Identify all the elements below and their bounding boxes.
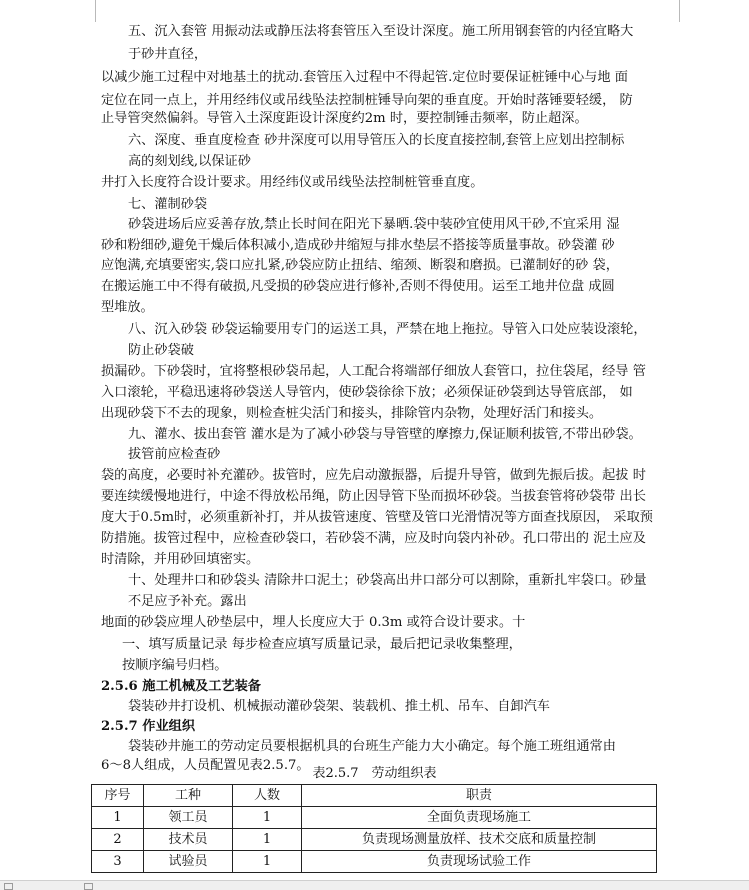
paragraph-line: 出现砂袋下不去的现象，则检查桩尖活门和接头，排除管内杂物，处理好活门和接头。	[101, 406, 603, 421]
paragraph-line: 以减少施工过程中对地基土的扰动.套管压入过程中不得起管.定位时要保证桩锤中心与地 面	[101, 70, 628, 85]
paragraph-line: 拔管前应检查砂	[128, 447, 221, 462]
paragraph-line: 要连续缓慢地进行，中途不得放松吊绳，防止因导管下坠而损坏砂袋。当拔套管将砂袋带 出长	[101, 489, 646, 504]
paragraph-line: 九、灌水、拔出套管 灌水是为了减小砂袋与导管壁的摩擦力,保证顺利拔管,不带出砂袋。	[128, 427, 642, 442]
paragraph-line: 损漏砂。下砂袋时，宜将整根砂袋吊起，人工配合将端部仔细放人套管口，拉住袋尾，经导 管	[101, 364, 646, 379]
cell-count: 1	[233, 807, 302, 829]
table-caption: 表2.5.7 劳动组织表	[312, 766, 437, 781]
table-row	[92, 807, 657, 829]
paragraph-line: 袋装砂井打设机、机械振动灌砂袋架、装载机、推土机、吊车、自卸汽车	[128, 699, 550, 714]
paragraph-line: 型堆放。	[101, 300, 154, 315]
cell-job: 领工员	[144, 807, 233, 829]
paragraph-line: 六、深度、垂直度检查 砂井深度可以用导管压入的长度直接控制,套管上应划出控制标	[128, 133, 625, 148]
paragraph-line: 度大于0.5m时，必须重新补打，并从拔管速度、管壁及管口光滑情况等方面查找原因， 采取预	[101, 510, 653, 525]
paragraph-line: 十、处理井口和砂袋头 清除井口泥土；砂袋高出井口部分可以割除，重新扎牢袋口。砂量	[128, 573, 647, 588]
paragraph-line: 高的刻划线,以保证砂	[128, 154, 251, 169]
table-row	[92, 851, 657, 873]
table-row	[92, 829, 657, 851]
paragraph-line: 在搬运施工中不得有破损,凡受损的砂袋应进行修补,否则不得使用。运至工地井位盘 成圆	[101, 279, 615, 294]
col-header-index: 序号	[92, 785, 144, 807]
paragraph-line: 七、灌制砂袋	[128, 197, 208, 212]
paragraph-line: 按顺序编号归档。	[122, 658, 228, 673]
paragraph-line: 应饱满,充填要密实,袋口应扎紧,砂袋应防止扭结、缩颈、断裂和磨损。已灌制好的砂 袋，	[101, 258, 619, 273]
margin-corner-marker-right	[679, 0, 680, 22]
cell-duty: 负责现场试验工作	[302, 851, 657, 873]
cell-count: 1	[233, 829, 302, 851]
paragraph-line: 八、沉入砂袋 砂袋运输要用专门的运送工具，严禁在地上拖拉。导管入口处应装设滚轮，	[128, 322, 647, 337]
paragraph-line: 袋的高度，必要时补充灌砂。拔管时，应先启动激振器，后提升导管，做到先振后拔。起拔 时	[101, 468, 646, 483]
paragraph-line: 防止砂袋破	[128, 343, 194, 358]
labor-organization-table	[91, 784, 657, 873]
margin-corner-marker-left	[95, 0, 96, 22]
cell-count: 1	[233, 851, 302, 873]
section-heading: 2.5.7 作业组织	[101, 719, 196, 734]
paragraph-line: 防措施。拔管过程中，应检查砂袋口，若砂袋不满，应及时向袋内补砂。孔口带出的 泥土应及	[101, 531, 646, 546]
paragraph-line: 袋装砂井施工的劳动定员要根据机具的台班生产能力大小确定。每个施工班组通常由	[128, 739, 616, 754]
col-header-count: 人数	[233, 785, 302, 807]
paragraph-line: 于砂井直径，	[128, 47, 208, 62]
paragraph-line: 不足应予补充。露出	[128, 594, 247, 609]
paragraph-line: 一、填写质量记录 每步检查应填写质量记录，最后把记录收集整理，	[122, 637, 522, 652]
cell-duty: 全面负责现场施工	[302, 807, 657, 829]
paragraph-line: 止导管突然偏斜。导管入土深度距设计深度约2m 时，要控制锤击频率，防止超深。	[101, 111, 588, 126]
cell-index: 2	[92, 829, 144, 851]
paragraph-line: 入口滚轮，平稳迅速将砂袋送人导管内，使砂袋徐徐下放；必须保证砂袋到达导管底部， 如	[101, 385, 633, 400]
paragraph-line: 定位在同一点上，并用经纬仪或吊线坠法控制桩锤导向架的垂直度。开始时落锤要轻缓， 防	[101, 93, 633, 108]
paragraph-line: 6～8人组成，人员配置见表2.5.7。	[101, 758, 310, 773]
col-header-duty: 职责	[302, 785, 657, 807]
cell-job: 试验员	[144, 851, 233, 873]
paragraph-line: 时清除，并用砂回填密实。	[101, 552, 260, 567]
table-header-row	[92, 785, 657, 807]
cell-duty: 负责现场测量放样、技术交底和质量控制	[302, 829, 657, 851]
paragraph-line: 砂和粉细砂,避免干燥后体积减小,造成砂井缩短与排水垫层不搭接等质量事故。砂袋灌 砂	[101, 238, 615, 253]
paragraph-line: 五、沉入套管 用振动法或静压法将套管压入至设计深度。施工所用钢套管的内径宜略大	[128, 24, 634, 39]
paragraph-line: 砂袋进场后应妥善存放,禁止长时间在阳光下暴晒.袋中装砂宜使用风干砂,不宜采用 湿	[128, 217, 620, 232]
col-header-job: 工种	[144, 785, 233, 807]
cell-job: 技术员	[144, 829, 233, 851]
cell-index: 1	[92, 807, 144, 829]
paragraph-line: 井打入长度符合设计要求。用经纬仪或吊线坠法控制桩管垂直度。	[101, 175, 484, 190]
section-heading: 2.5.6 施工机械及工艺装备	[101, 679, 261, 694]
paragraph-line: 地面的砂袋应埋人砂垫层中，埋人长度应大于 0.3m 或符合设计要求。十	[101, 615, 526, 630]
cell-index: 3	[92, 851, 144, 873]
